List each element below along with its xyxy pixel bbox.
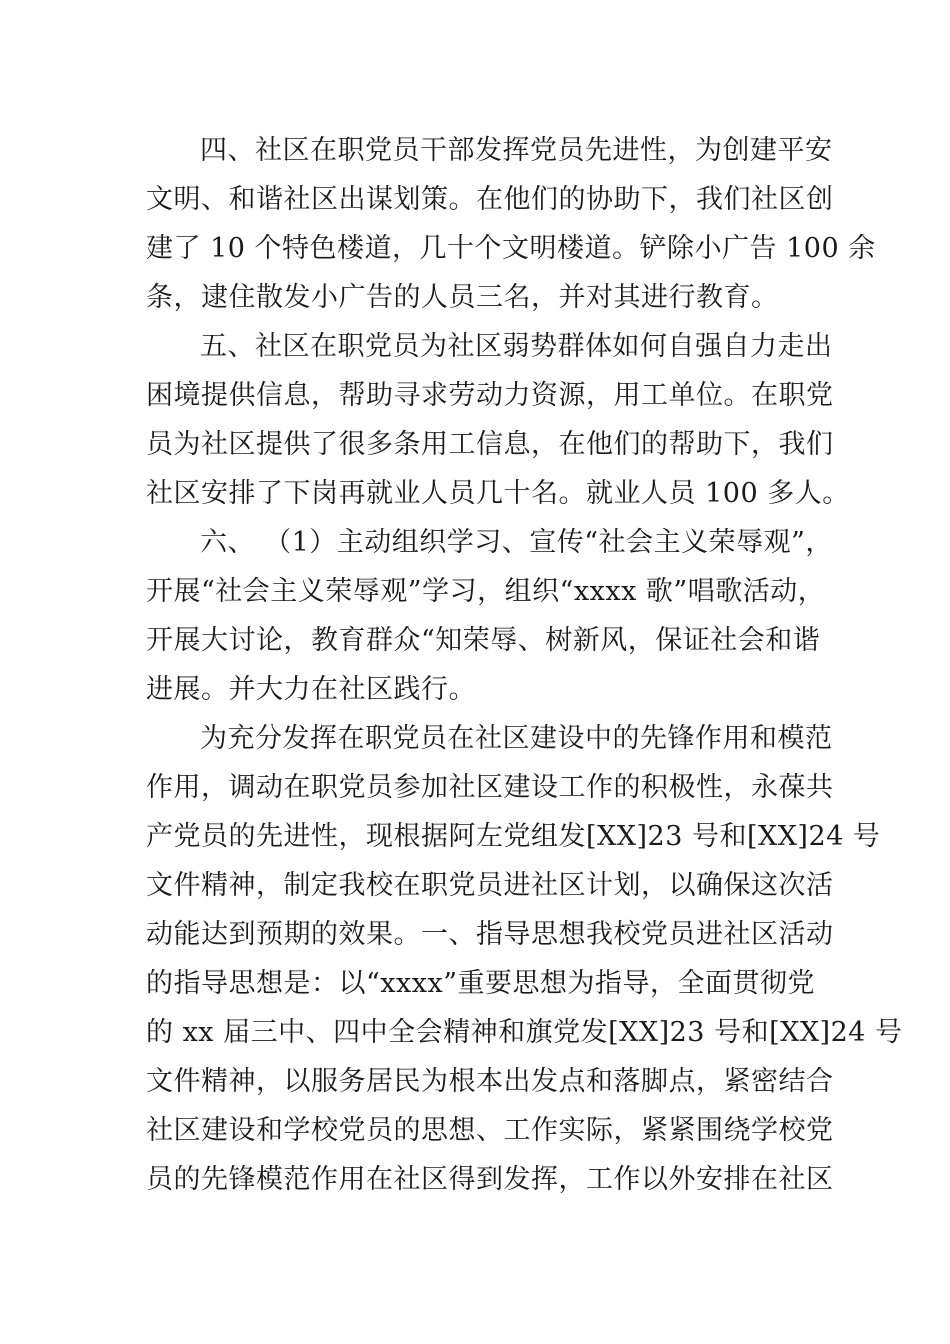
text-line: 员为社区提供了很多条用工信息，在他们的帮助下，我们 <box>146 429 834 460</box>
text-line: 五、社区在职党员为社区弱势群体如何自强自力走出 <box>200 331 833 362</box>
text-line: 的 xx 届三中、四中全会精神和旗党发[XX]23 号和[XX]24 号 <box>146 1017 903 1048</box>
paragraph-4 <box>146 126 876 322</box>
text-line: 社区安排了下岗再就业人员几十名。就业人员 100 多人。 <box>146 478 850 509</box>
text-line: 开展大讨论，教育群众“知荣辱、树新风，保证社会和谐 <box>146 625 821 656</box>
text-line: 文件精神，以服务居民为根本出发点和落脚点，紧密结合 <box>146 1066 834 1097</box>
text-line: 困境提供信息，帮助寻求劳动力资源，用工单位。在职党 <box>146 380 834 411</box>
paragraph-plan <box>146 714 903 1204</box>
text-line: 开展“社会主义荣辱观”学习，组织“xxxx 歌”唱歌活动， <box>146 576 826 607</box>
paragraph-6 <box>146 518 833 714</box>
text-line: 进展。并大力在社区践行。 <box>146 674 476 705</box>
text-line: 四、社区在职党员干部发挥党员先进性，为创建平安 <box>200 135 833 166</box>
text-line: 为充分发挥在职党员在社区建设中的先锋作用和模范 <box>200 723 833 754</box>
text-line: 建了 10 个特色楼道，几十个文明楼道。铲除小广告 100 余 <box>146 233 876 264</box>
text-line: 条，逮住散发小广告的人员三名，并对其进行教育。 <box>146 282 779 313</box>
text-line: 动能达到预期的效果。一、指导思想我校党员进社区活动 <box>146 919 834 950</box>
paragraph-5 <box>146 322 850 518</box>
text-line: 文件精神，制定我校在职党员进社区计划，以确保这次活 <box>146 870 834 901</box>
text-line: 作用，调动在职党员参加社区建设工作的积极性，永葆共 <box>146 772 834 803</box>
text-line: 六、 （1）主动组织学习、宣传“社会主义荣辱观”， <box>200 527 833 558</box>
text-line: 的指导思想是：以“xxxx”重要思想为指导，全面贯彻党 <box>146 968 816 999</box>
text-line: 文明、和谐社区出谋划策。在他们的协助下，我们社区创 <box>146 184 834 215</box>
text-line: 员的先锋模范作用在社区得到发挥，工作以外安排在社区 <box>146 1164 834 1195</box>
text-line: 产党员的先进性，现根据阿左党组发[XX]23 号和[XX]24 号 <box>146 821 881 852</box>
document-body <box>146 126 903 1204</box>
text-line: 社区建设和学校党员的思想、工作实际，紧紧围绕学校党 <box>146 1115 834 1146</box>
